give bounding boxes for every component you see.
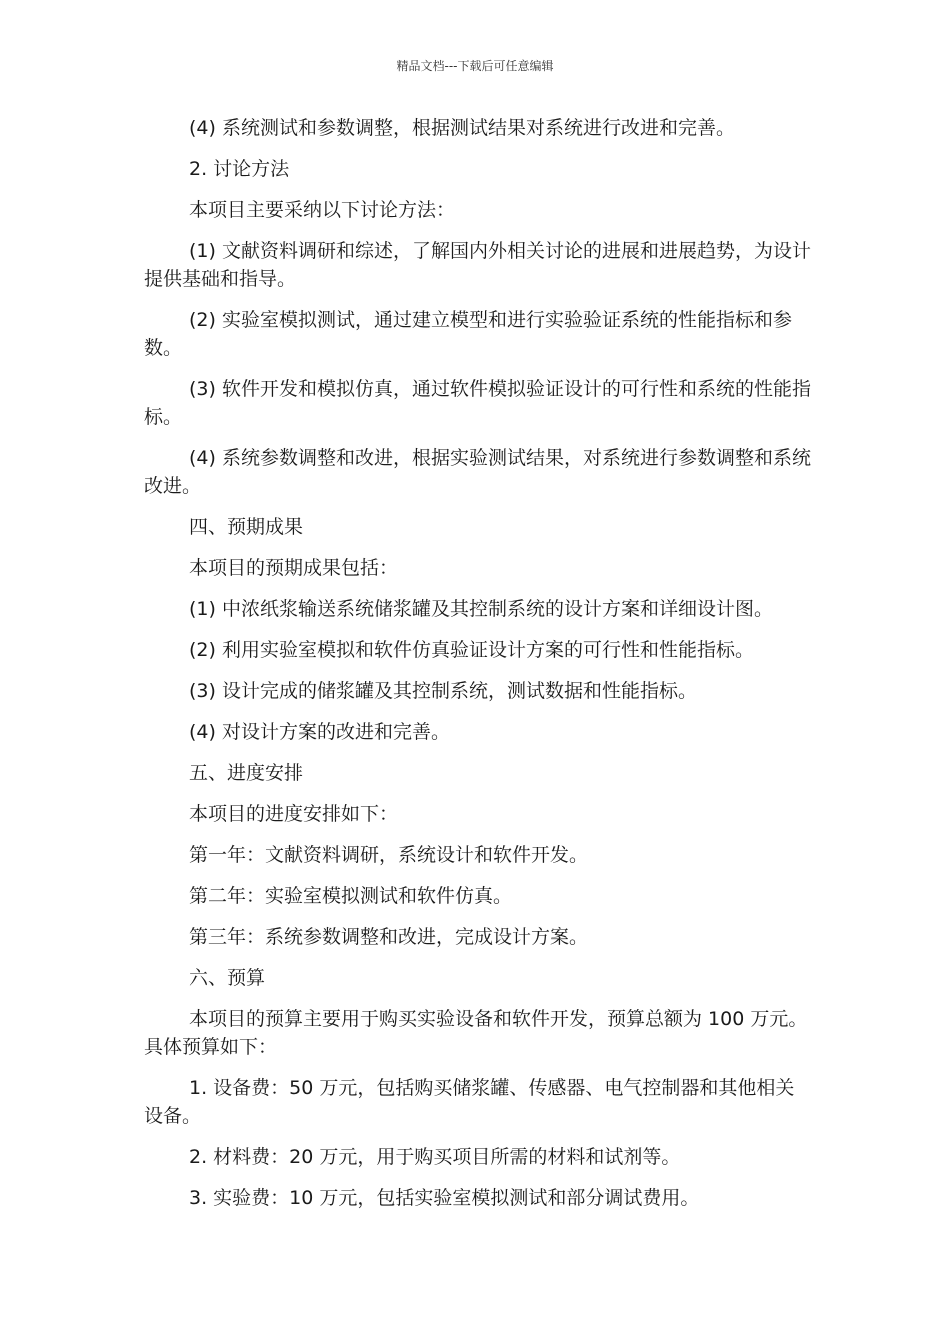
paragraph-method-1: (1) 文献资料调研和综述，了解国内外相关讨论的进展和进展趋势，为设计提供基础和指导。	[144, 240, 811, 290]
paragraph-result-3: (3) 设计完成的储浆罐及其控制系统，测试数据和性能指标。	[189, 680, 697, 702]
paragraph-results-intro: 本项目的预期成果包括：	[189, 557, 399, 579]
paragraph-budget-experiments: 3. 实验费：10 万元，包括实验室模拟测试和部分调试费用。	[189, 1187, 700, 1209]
paragraph-budget-materials: 2. 材料费：20 万元，用于购买项目所需的材料和试剂等。	[189, 1146, 681, 1168]
paragraph-method-3: (3) 软件开发和模拟仿真，通过软件模拟验证设计的可行性和系统的性能指标。	[144, 378, 811, 428]
paragraph-result-2: (2) 利用实验室模拟和软件仿真验证设计方案的可行性和性能指标。	[189, 639, 754, 661]
heading-discussion-method: 2. 讨论方法	[189, 158, 290, 180]
paragraph-result-4: (4) 对设计方案的改进和完善。	[189, 721, 450, 743]
paragraph-schedule-intro: 本项目的进度安排如下：	[189, 803, 399, 825]
paragraph-schedule-year-2: 第二年：实验室模拟测试和软件仿真。	[189, 885, 513, 907]
paragraph-method-2: (2) 实验室模拟测试，通过建立模型和进行实验验证系统的性能指标和参数。	[144, 309, 792, 359]
paragraph-result-1: (1) 中浓纸浆输送系统储浆罐及其控制系统的设计方案和详细设计图。	[189, 598, 773, 620]
paragraph-schedule-year-3: 第三年：系统参数调整和改进，完成设计方案。	[189, 926, 589, 948]
document-body	[144, 114, 812, 1225]
paragraph-method-4: (4) 系统参数调整和改进，根据实验测试结果，对系统进行参数调整和系统改进。	[144, 447, 811, 497]
heading-budget: 六、预算	[189, 967, 266, 989]
paragraph-budget-intro: 本项目的预算主要用于购买实验设备和软件开发，预算总额为 100 万元。具体预算如下：	[144, 1008, 808, 1058]
paragraph-budget-equipment: 1. 设备费：50 万元，包括购买储浆罐、传感器、电气控制器和其他相关设备。	[144, 1077, 795, 1127]
paragraph-methods-intro: 本项目主要采纳以下讨论方法：	[189, 199, 456, 221]
paragraph-system-test: (4) 系统测试和参数调整，根据测试结果对系统进行改进和完善。	[189, 117, 735, 139]
paragraph-schedule-year-1: 第一年：文献资料调研，系统设计和软件开发。	[189, 844, 589, 866]
heading-expected-results: 四、预期成果	[189, 516, 304, 538]
heading-schedule: 五、进度安排	[189, 762, 304, 784]
page-header: 精品文档---下载后可任意编辑	[396, 59, 554, 73]
